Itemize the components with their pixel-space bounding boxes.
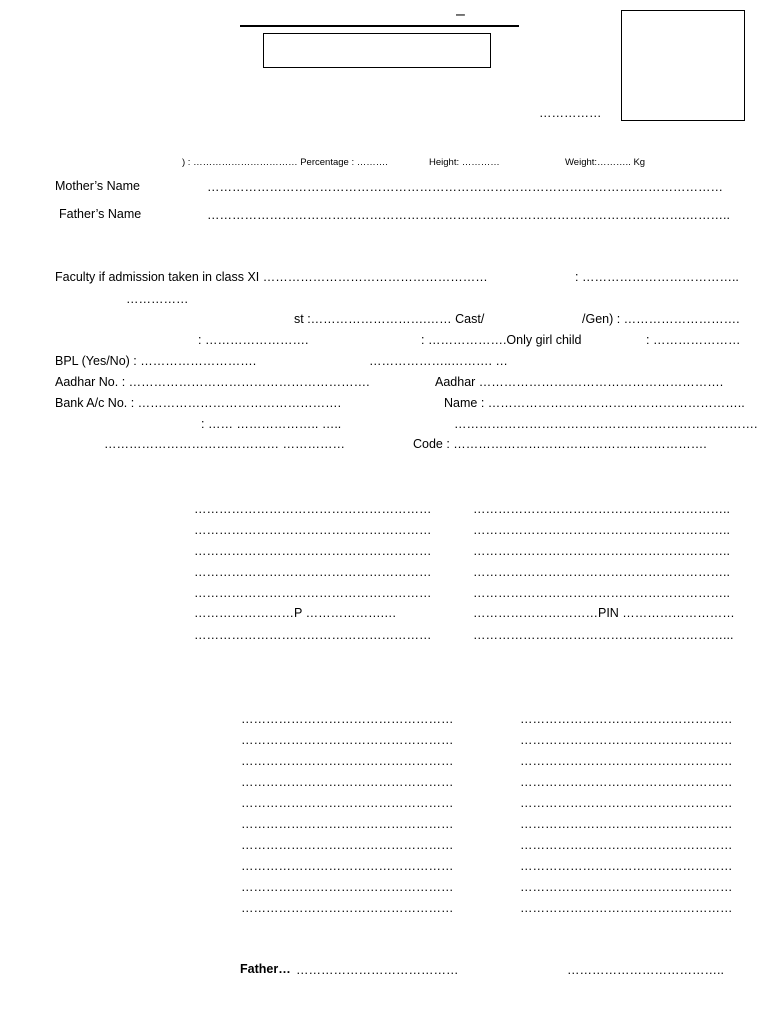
account-name-field: Name : …………………………………………………….. [444, 396, 745, 410]
list-right-line: …………………………………………… [520, 712, 733, 726]
list-left-line: …………………………………………… [241, 754, 454, 768]
address-right-line: …………………………………………………….. [473, 523, 730, 537]
gen-field: /Gen) : ………………………. [582, 312, 740, 326]
list-right-line: …………………………………………… [520, 838, 733, 852]
father-signature-label: Father… [240, 962, 291, 976]
list-right-line: …………………………………………… [520, 754, 733, 768]
mother-name-field: ………………………………………………………………………………………….………………… [207, 180, 723, 194]
list-right-line: …………………………………………… [520, 880, 733, 894]
mother-name-label: Mother’s Name [55, 179, 140, 193]
bpl-field: BPL (Yes/No) : ………………………. [55, 354, 257, 368]
address-left-line: ………………………………………………… [194, 565, 432, 579]
header-rule [240, 25, 519, 27]
small-dots-field: …………… [126, 292, 189, 306]
only-girl-child-field: : ……………….Only girl child [421, 333, 582, 347]
father-name-field: …………………………………………………………………………………………………….……….. [207, 208, 730, 222]
header-dash: – [456, 6, 465, 23]
list-right-line: …………………………………………… [520, 775, 733, 789]
faculty-field: Faculty if admission taken in class XI ……………………………………………… [55, 270, 488, 284]
photo-box [621, 10, 745, 121]
address-right-line: …………………………………………………….. [473, 502, 730, 516]
aadhar-no-field: Aadhar No. : …………………………………………………. [55, 375, 370, 389]
list-left-line: …………………………………………… [241, 796, 454, 810]
father-signature-field: ………………………………… [296, 963, 459, 977]
list-right-line: …………………………………………… [520, 901, 733, 915]
bank-ac-field: Bank A/c No. : …………………………………………. [55, 396, 342, 410]
height-field: Height: ………… [429, 157, 500, 168]
short-dots-field: : …… ……………….. ….. [201, 417, 342, 431]
address-left-line: ………………………………………………… [194, 523, 432, 537]
address-right-line: …………………………PIN ……………………… [473, 606, 735, 620]
bpl-right-field: ………………..………. … [369, 354, 508, 368]
long-dots-field: ………………………………………………………………. [454, 417, 758, 431]
st-cast-field: st :……………………….…… Cast/ [294, 312, 485, 326]
list-left-line: …………………………………………… [241, 817, 454, 831]
title-box [263, 33, 491, 68]
list-left-line: …………………………………………… [241, 712, 454, 726]
address-left-line: ……………………P ……………….… [194, 606, 397, 620]
address-right-line: …………………………………………………….. [473, 565, 730, 579]
list-left-line: …………………………………………… [241, 859, 454, 873]
list-right-line: …………………………………………… [520, 796, 733, 810]
list-left-line: …………………………………………… [241, 901, 454, 915]
address-left-line: ………………………………………………… [194, 628, 432, 642]
row-left-field: …………………………………… …………… [104, 437, 345, 451]
list-right-line: …………………………………………… [520, 733, 733, 747]
faculty-right-field: : ……………………………….. [575, 270, 739, 284]
address-left-line: ………………………………………………… [194, 586, 432, 600]
left-colon-field: : ……………………. [198, 333, 309, 347]
list-left-line: …………………………………………… [241, 775, 454, 789]
list-left-line: …………………………………………… [241, 880, 454, 894]
list-left-line: …………………………………………… [241, 838, 454, 852]
father-name-label: Father’s Name [59, 207, 142, 221]
address-left-line: ………………………………………………… [194, 544, 432, 558]
right-signature-field: ……………………………….. [567, 963, 724, 977]
list-right-line: …………………………………………… [520, 817, 733, 831]
address-right-line: …………………………………………………….. [473, 586, 730, 600]
stats-line-part1: ) : …………………………… Percentage : ………. [182, 157, 388, 168]
right-colon-field: : ………………… [646, 333, 741, 347]
list-left-line: …………………………………………… [241, 733, 454, 747]
address-left-line: ………………………………………………… [194, 502, 432, 516]
photo-date-dots: …………… [539, 106, 602, 120]
aadhar-field: Aadhar ………………….………………………………. [435, 375, 724, 389]
address-right-line: ……………………………………………………... [473, 628, 734, 642]
list-right-line: …………………………………………… [520, 859, 733, 873]
code-field: Code : ……………………………………………………. [413, 437, 707, 451]
weight-field: Weight:……….. Kg [565, 157, 646, 168]
address-right-line: …………………………………………………….. [473, 544, 730, 558]
